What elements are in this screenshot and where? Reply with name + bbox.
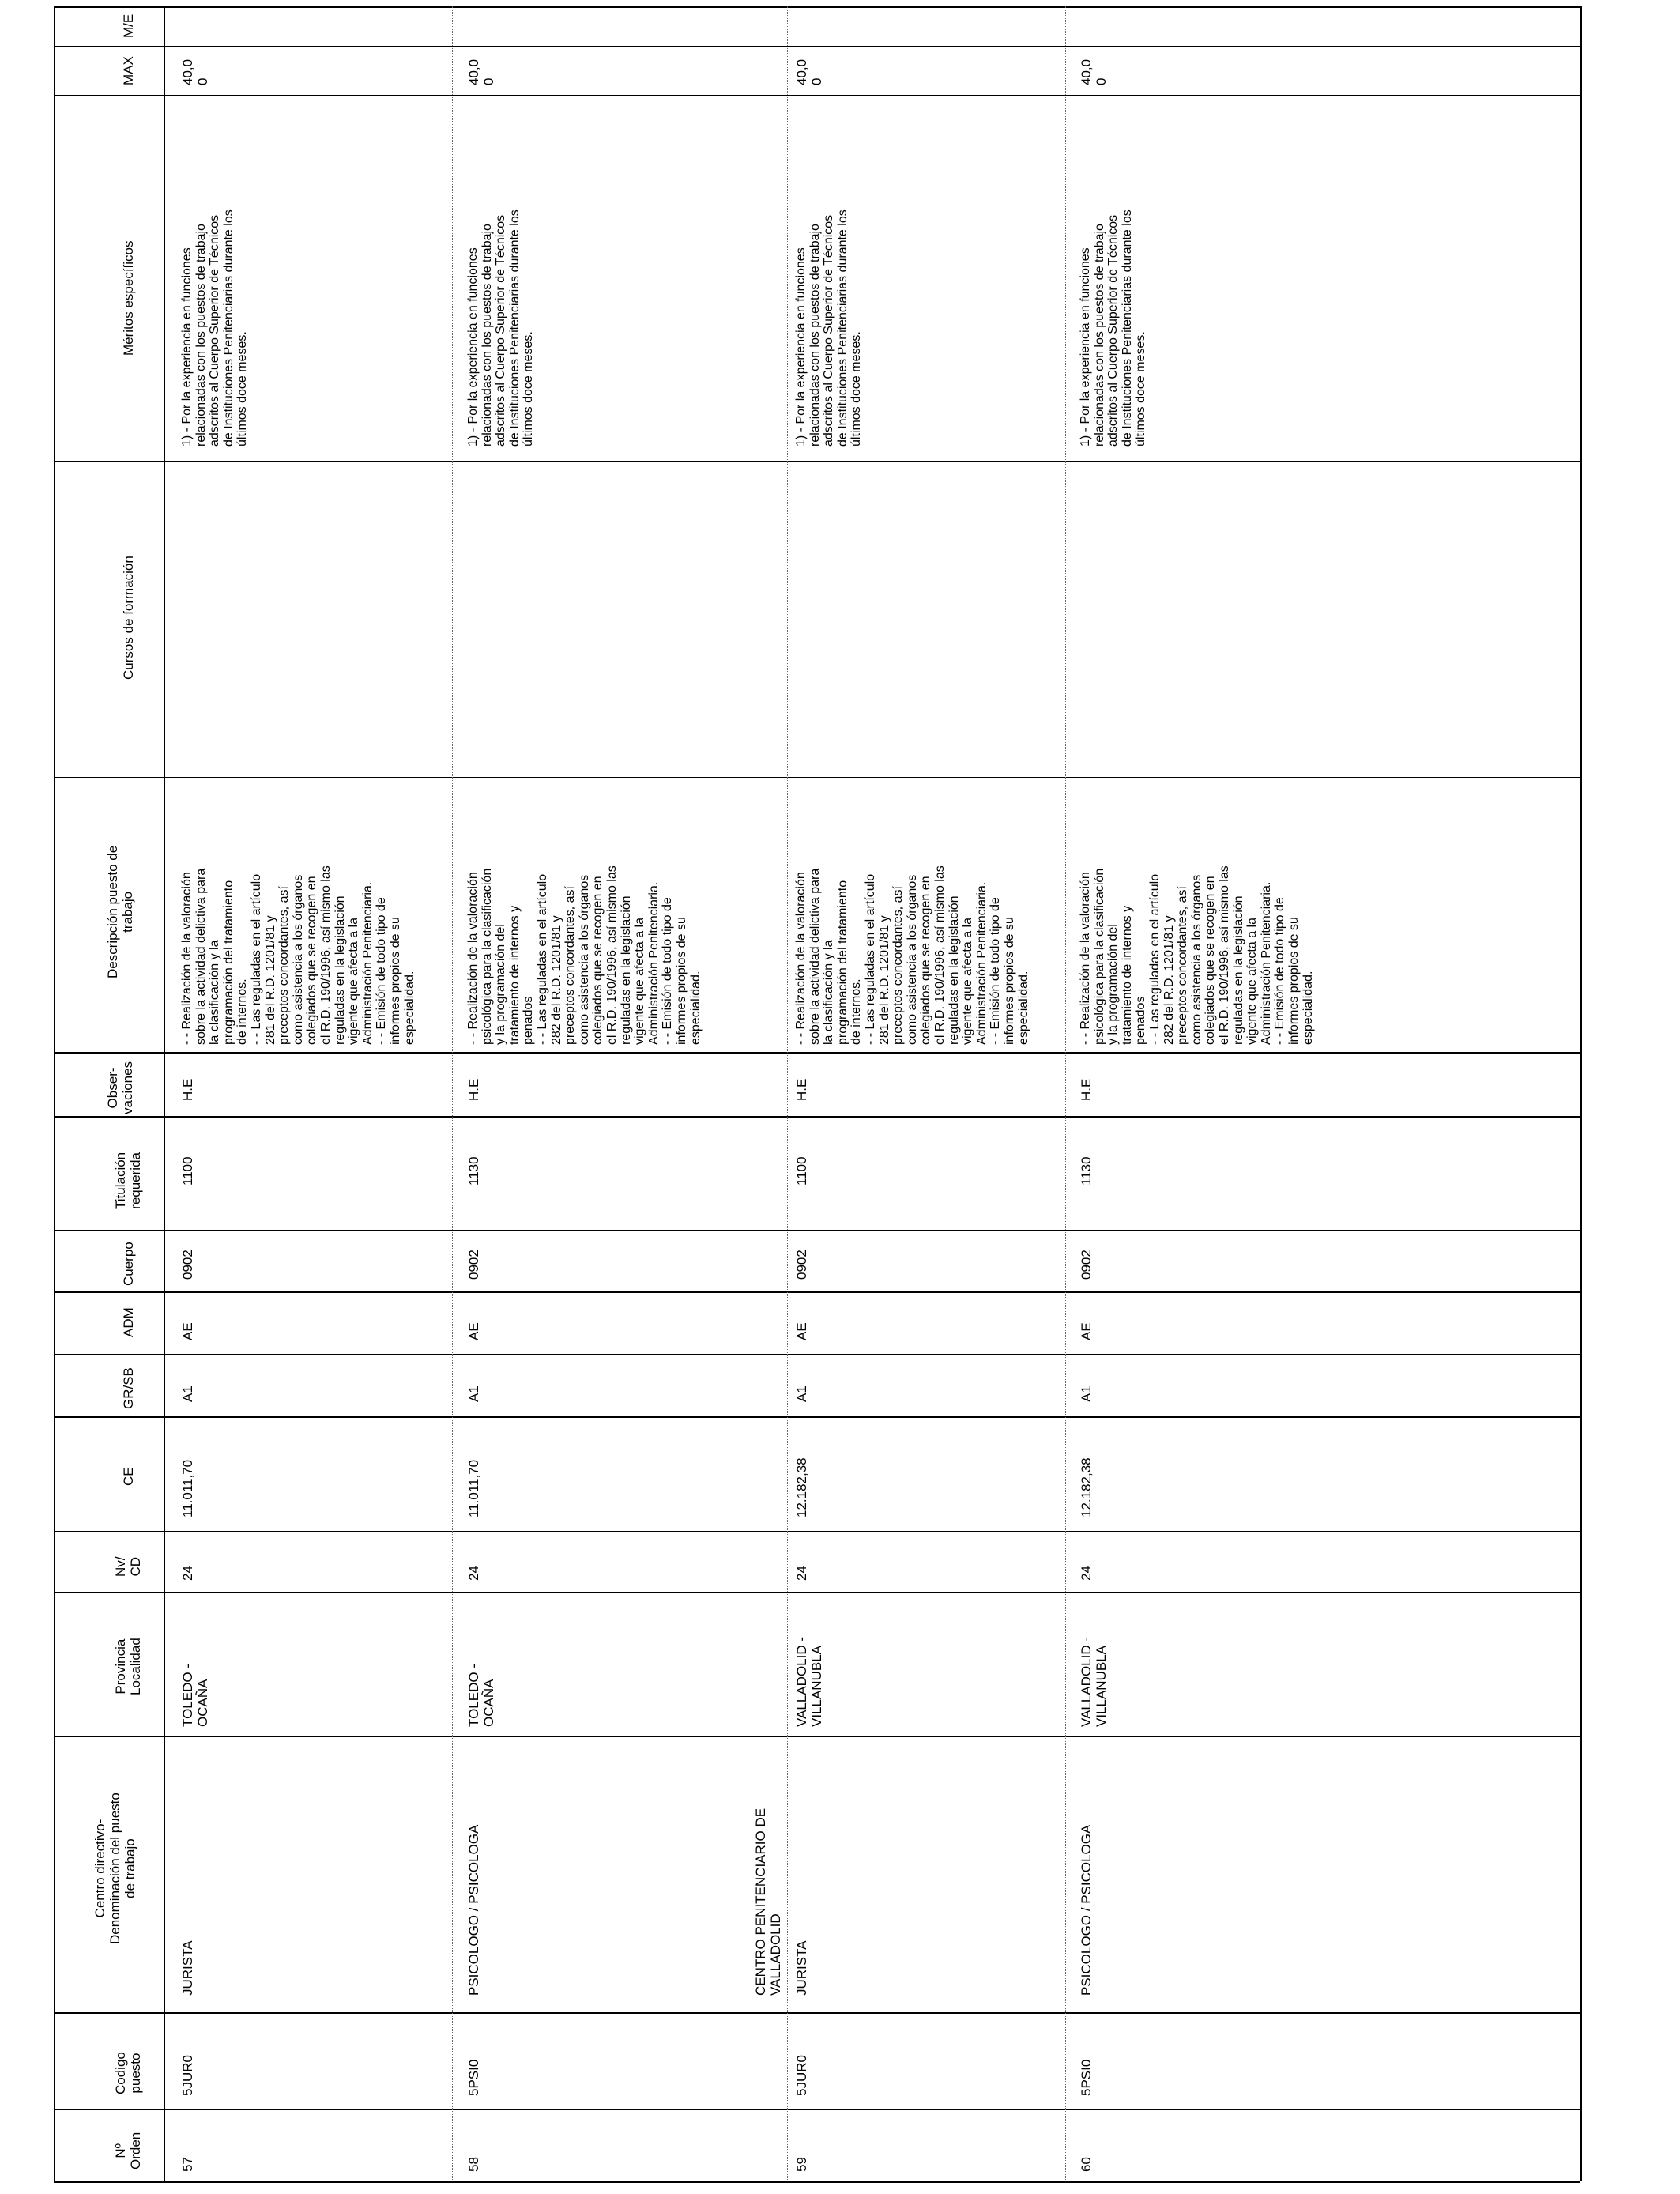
row57-descripcion: - - Realización de la valoración sobre la actividad delictiva para la clasificación y la programación del tratamiento de internos. - - Las reguladas en el artículo 281 del R.D. 1201/81 y preceptos concordantes, así como asistencia a los órganos colegiados que se recogen en el R.D. 190/1996, así mismo las reguladas en la legislación vigente que afecta a la Administración Penitenciaria. - - Emisión de todo tipo de informes propios de su especialidad.: [180, 865, 416, 1045]
row58-cuerpo: 0902: [466, 1250, 481, 1280]
header-nivel: Nv/ CD: [113, 1556, 144, 1577]
row58-denominacion: PSICOLOGO / PSICOLOGA: [466, 1824, 481, 1996]
row58-meritos: 1) - Por la experiencia en funciones relacionadas con los puestos de trabajo adscritos al Cuerpo Superior de Técnicos de Instituciones Penitenciarias durante los últimos doce meses.: [466, 209, 536, 447]
row60-nivel: 24: [1079, 1566, 1094, 1581]
row59-meritos: 1) - Por la experiencia en funciones relacionadas con los puestos de trabajo adscritos al Cuerpo Superior de Técnicos de Instituciones Penitenciarias durante los últimos doce meses.: [794, 209, 864, 447]
row57-nivel: 24: [180, 1566, 195, 1581]
row59-ce: 12.182,38: [794, 1457, 809, 1517]
header-observaciones: Obser- vaciones: [105, 1061, 136, 1114]
row60-observaciones: H.E: [1079, 1078, 1094, 1101]
header-adm: ADM: [121, 1307, 136, 1337]
row60-codigo: 5PSI0: [1079, 2059, 1094, 2096]
header-grupo: GR/SB: [121, 1367, 136, 1409]
row60-descripcion: - - Realización de la valoración psicológica para la clasificación y la programación del tratamiento de internos y penados - - Las reguladas en el artículo 282 del R.D. 1201/81 y preceptos concordantes, así como asistencia a los órganos colegiados que se recogen en el R.D. 190/1996, así mismo las reguladas en la legislación vigente que afecta a la Administración Penitenciaria. - - Emisión de todo tipo de informes propios de su especialidad.: [1079, 865, 1315, 1045]
header-titulacion: Titulación requerida: [113, 1152, 144, 1209]
table-top-border: [54, 6, 1580, 8]
col-sep-gr-ce: [54, 1416, 1580, 1418]
col-sep-meritos-cursos: [54, 461, 1580, 462]
row57-grupo: A1: [180, 1385, 195, 1402]
row59-nivel: 24: [794, 1566, 809, 1581]
row57-orden: 57: [180, 2157, 195, 2172]
row58-nivel: 24: [466, 1566, 481, 1581]
row58-max: 40,0 0: [466, 58, 497, 85]
row57-titulacion: 1100: [180, 1156, 195, 1186]
row59-centro-directivo: CENTRO PENITENCIARIO DE VALLADOLID: [753, 1808, 784, 1996]
col-sep-cursos-desc: [54, 777, 1580, 778]
col-sep-obs-tit: [54, 1116, 1580, 1118]
col-sep-nv-prov: [54, 1592, 1580, 1593]
row57-adm: AE: [180, 1322, 195, 1340]
row57-max: 40,0 0: [180, 58, 211, 85]
table-bottom-border: [54, 2181, 1580, 2183]
row59-grupo: A1: [794, 1385, 809, 1402]
row60-grupo: A1: [1079, 1385, 1094, 1402]
row60-titulacion: 1130: [1079, 1156, 1094, 1186]
row59-codigo: 5JUR0: [794, 2055, 809, 2096]
header-meritos: Méritos específicos: [121, 240, 136, 356]
row-sep-57-58: [452, 6, 453, 2181]
row57-observaciones: H.E: [180, 1078, 195, 1101]
row59-observaciones: H.E: [794, 1078, 809, 1101]
header-me: M/E: [121, 13, 136, 38]
row-sep-59-60: [1065, 6, 1066, 2181]
row58-adm: AE: [466, 1322, 481, 1340]
table-left-border: [54, 6, 55, 2181]
header-centro: Centro directivo- Denominación del puesto de trabajo: [92, 1793, 138, 1944]
col-sep-max-meritos: [54, 95, 1580, 96]
col-sep-me-max: [54, 46, 1580, 47]
header-cuerpo: Cuerpo: [121, 1242, 136, 1286]
row57-meritos: 1) - Por la experiencia en funciones relacionadas con los puestos de trabajo adscritos al Cuerpo Superior de Técnicos de Instituciones Penitenciarias durante los últimos doce meses.: [180, 209, 250, 447]
row59-adm: AE: [794, 1322, 809, 1340]
row58-observaciones: H.E: [466, 1078, 481, 1101]
row-sep-58-59: [787, 6, 788, 2181]
header-codigo: Codigo puesto: [113, 2052, 144, 2094]
row60-meritos: 1) - Por la experiencia en funciones relacionadas con los puestos de trabajo adscritos al Cuerpo Superior de Técnicos de Instituciones Penitenciarias durante los últimos doce meses.: [1079, 209, 1148, 447]
row58-provincia: TOLEDO - OCAÑA: [466, 1664, 497, 1727]
row57-denominacion: JURISTA: [180, 1940, 195, 1996]
row58-codigo: 5PSI0: [466, 2059, 481, 2096]
row58-grupo: A1: [466, 1385, 481, 1402]
header-provincia: Provincia Localidad: [113, 1638, 144, 1695]
row58-orden: 58: [466, 2157, 481, 2172]
row60-adm: AE: [1079, 1322, 1094, 1340]
row59-descripcion: - - Realización de la valoración sobre la actividad delictiva para la clasificación y la programación del tratamiento de internos. - - Las reguladas en el artículo 281 del R.D. 1201/81 y preceptos concordantes, así como asistencia a los órganos colegiados que se recogen en el R.D. 190/1996, así mismo las reguladas en la legislación vigente que afecta a la Administración Penitenciaria. - - Emisión de todo tipo de informes propios de su especialidad.: [794, 865, 1030, 1045]
row59-provincia: VALLADOLID - VILLANUBLA: [794, 1636, 825, 1727]
header-descripcion: Descripción puesto de trabajo: [105, 845, 136, 978]
col-sep-prov-centro: [54, 1736, 1580, 1737]
table-right-border: [1580, 6, 1582, 2181]
row57-provincia: TOLEDO - OCAÑA: [180, 1664, 211, 1727]
row57-cuerpo: 0902: [180, 1250, 195, 1280]
row57-ce: 11.011,70: [180, 1459, 195, 1517]
row59-max: 40,0 0: [794, 58, 825, 85]
row60-orden: 60: [1079, 2157, 1094, 2172]
row60-provincia: VALLADOLID - VILLANUBLA: [1079, 1636, 1109, 1727]
col-sep-desc-obs: [54, 1052, 1580, 1054]
row59-cuerpo: 0902: [794, 1250, 809, 1280]
col-sep-cod-orden: [54, 2109, 1580, 2110]
row57-codigo: 5JUR0: [180, 2055, 195, 2096]
col-sep-cuerpo-adm: [54, 1291, 1580, 1293]
row59-denominacion: JURISTA: [794, 1940, 809, 1996]
header-divider: [164, 6, 165, 2181]
row58-titulacion: 1130: [466, 1156, 481, 1186]
col-sep-centro-cod: [54, 2012, 1580, 2014]
col-sep-ce-nv: [54, 1531, 1580, 1532]
col-sep-adm-gr: [54, 1354, 1580, 1355]
row60-ce: 12.182,38: [1079, 1457, 1094, 1517]
row60-max: 40,0 0: [1079, 58, 1109, 85]
row58-ce: 11.011,70: [466, 1459, 481, 1517]
header-cursos: Cursos de formación: [121, 556, 136, 680]
row60-denominacion: PSICOLOGO / PSICOLOGA: [1079, 1824, 1094, 1996]
row58-descripcion: - - Realización de la valoración psicológica para la clasificación y la programación del tratamiento de internos y penados - - Las reguladas en el artículo 282 del R.D. 1201/81 y preceptos concordantes, así como asistencia a los órganos colegiados que se recogen en el R.D. 190/1996, así mismo las reguladas en la legislación vigente que afecta a la Administración Penitenciaria. - - Emisión de todo tipo de informes propios de su especialidad.: [466, 865, 703, 1045]
row60-cuerpo: 0902: [1079, 1250, 1094, 1280]
row59-orden: 59: [794, 2157, 809, 2172]
row59-titulacion: 1100: [794, 1156, 809, 1186]
col-sep-tit-cuerpo: [54, 1230, 1580, 1231]
header-orden: Nº Orden: [113, 2132, 144, 2169]
header-max: MAX: [121, 56, 136, 85]
header-ce: CE: [121, 1467, 136, 1486]
